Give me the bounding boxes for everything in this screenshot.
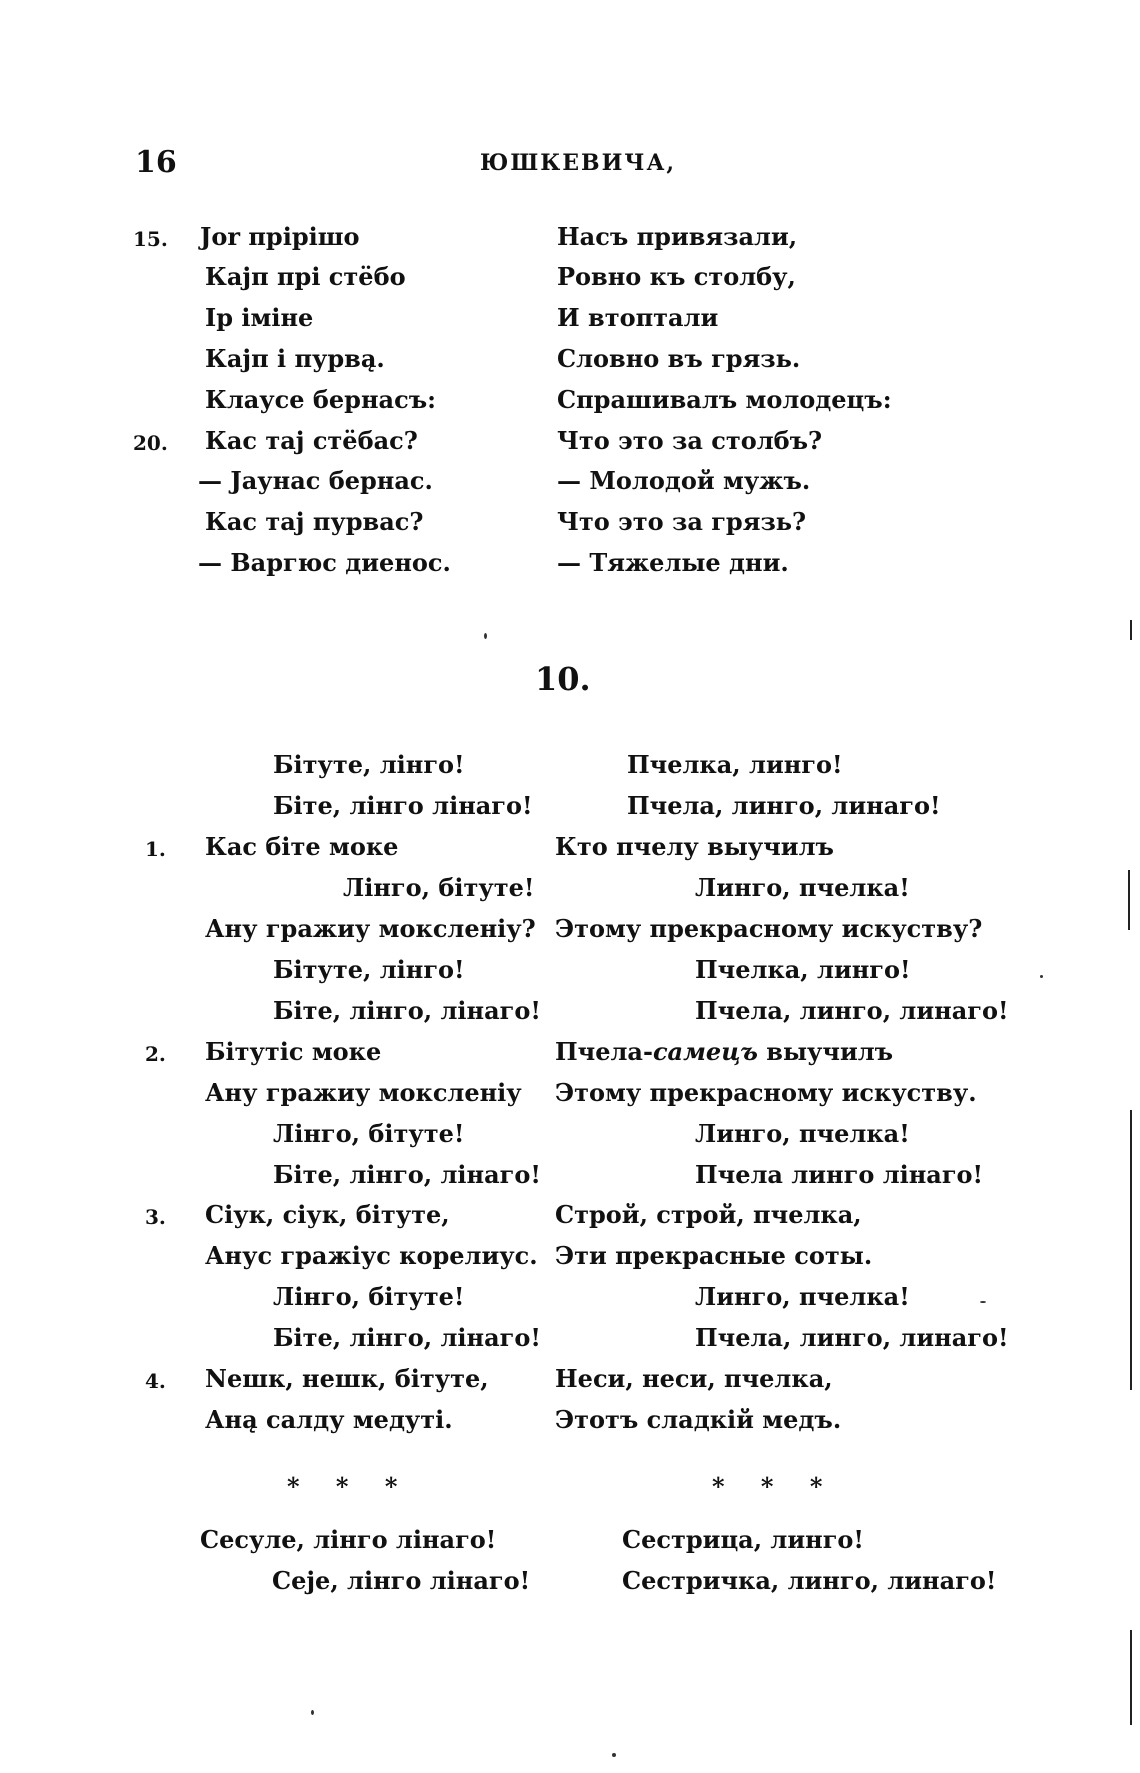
- italic-word: самецъ: [652, 1037, 758, 1066]
- russian-text: выучилъ: [757, 1037, 894, 1066]
- lithuanian-line: Бітуте, лінго!: [273, 955, 465, 984]
- lithuanian-line: Біте, лінго лінаго!: [273, 791, 533, 820]
- russian-line: Этому прекрасному искуству.: [555, 1078, 977, 1107]
- russian-line: Эти прекрасные соты.: [555, 1241, 873, 1270]
- lithuanian-line: Бітуте, лінго!: [273, 750, 465, 779]
- scan-edge-mark: [1130, 1630, 1132, 1725]
- lithuanian-line: Кас тај стёбас?: [205, 426, 418, 455]
- lithuanian-line: Лінго, бітуте!: [273, 1282, 465, 1311]
- stanza-number: 4.: [145, 1369, 166, 1393]
- scan-edge-mark: [1130, 1110, 1132, 1390]
- russian-line: — Молодой мужъ.: [557, 466, 811, 495]
- lithuanian-line: Кас біте моке: [205, 832, 399, 861]
- scan-speck: [1040, 975, 1043, 978]
- stanza-number: 3.: [145, 1205, 166, 1229]
- russian-line: Спрашивалъ молодецъ:: [557, 385, 892, 414]
- lithuanian-line: Біте, лінго, лінаго!: [273, 1160, 541, 1189]
- page-number: 16: [135, 145, 177, 180]
- russian-line: [555, 1037, 893, 1067]
- lithuanian-line: — Јаунас бернас.: [198, 466, 433, 495]
- russian-line: Линго, пчелка!: [695, 1119, 910, 1148]
- scan-speck: [311, 1710, 314, 1715]
- lithuanian-line: Сесуле, лінго лінаго!: [200, 1525, 497, 1554]
- lithuanian-line: Біте, лінго, лінаго!: [273, 1323, 541, 1352]
- lithuanian-line: Клаусе бернасъ:: [205, 385, 436, 414]
- stanza-number: 2.: [145, 1042, 166, 1066]
- lithuanian-line: Ір іміне: [205, 303, 314, 332]
- russian-line: Пчела, линго, линаго!: [695, 996, 1009, 1025]
- lithuanian-line: Кајп і пурвą.: [205, 344, 385, 373]
- russian-text: Пчела-: [555, 1037, 653, 1066]
- russian-line: Сестричка, линго, линаго!: [622, 1566, 997, 1595]
- lithuanian-line: Бітутіс моке: [205, 1037, 382, 1066]
- russian-line: Кто пчелу выучилъ: [555, 832, 834, 861]
- russian-line: Неси, неси, пчелка,: [555, 1364, 833, 1393]
- lithuanian-line: Лінго, бітуте!: [343, 873, 535, 902]
- russian-line: Пчела, линго, линаго!: [627, 791, 941, 820]
- running-title: ЮШКЕВИЧА,: [480, 150, 677, 176]
- verse-number: 20.: [133, 431, 168, 455]
- stanza-number: 1.: [145, 837, 166, 861]
- lithuanian-line: Кас тај пурвас?: [205, 507, 424, 536]
- russian-line: Линго, пчелка!: [695, 873, 910, 902]
- russian-line: Линго, пчелка!: [695, 1282, 910, 1311]
- section-number: 10.: [535, 660, 591, 698]
- russian-line: И втоптали: [557, 303, 719, 332]
- lithuanian-line: Анус гражіус корелиус.: [205, 1241, 538, 1270]
- lithuanian-line: Сејe, лінго лінаго!: [272, 1566, 531, 1595]
- lithuanian-line: Nешк, нешк, бітуте,: [205, 1364, 489, 1393]
- scan-edge-mark: [1128, 870, 1130, 930]
- russian-line: — Тяжелые дни.: [557, 548, 789, 577]
- scan-speck: [612, 1753, 616, 1757]
- scan-speck: [980, 1301, 986, 1303]
- russian-line: Что это за столбъ?: [557, 426, 823, 455]
- asterism-left: * * *: [287, 1472, 412, 1501]
- russian-line: Этотъ сладкій медъ.: [555, 1405, 842, 1434]
- lithuanian-line: Анą салду медуті.: [205, 1405, 453, 1434]
- russian-line: Насъ привязали,: [557, 222, 798, 251]
- lithuanian-line: Сіук, сіук, бітуте,: [205, 1200, 450, 1229]
- russian-line: Словно въ грязь.: [557, 344, 801, 373]
- russian-line: Пчела линго лінаго!: [695, 1160, 984, 1189]
- lithuanian-line: Јоr прірішо: [200, 222, 360, 251]
- russian-line: Ровно къ столбу,: [557, 262, 796, 291]
- russian-line: Пчелка, линго!: [695, 955, 911, 984]
- russian-line: Строй, строй, пчелка,: [555, 1200, 862, 1229]
- scan-edge-mark: [1130, 620, 1132, 640]
- russian-line: Сестрица, линго!: [622, 1525, 864, 1554]
- verse-number: 15.: [133, 227, 168, 251]
- asterism-right: * * *: [712, 1472, 837, 1501]
- lithuanian-line: Кајп прі стёбо: [205, 262, 406, 291]
- lithuanian-line: Лінго, бітуте!: [273, 1119, 465, 1148]
- russian-line: Этому прекрасному искуству?: [555, 914, 983, 943]
- russian-line: Что это за грязь?: [557, 507, 807, 536]
- russian-line: Пчелка, линго!: [627, 750, 843, 779]
- lithuanian-line: Ану гражиу моксленіу?: [205, 914, 536, 943]
- lithuanian-line: Ану гражиу моксленіу: [205, 1078, 522, 1107]
- scan-speck: [484, 633, 487, 639]
- lithuanian-line: Біте, лінго, лінаго!: [273, 996, 541, 1025]
- russian-line: Пчела, линго, линаго!: [695, 1323, 1009, 1352]
- lithuanian-line: — Варгюс диенос.: [198, 548, 451, 577]
